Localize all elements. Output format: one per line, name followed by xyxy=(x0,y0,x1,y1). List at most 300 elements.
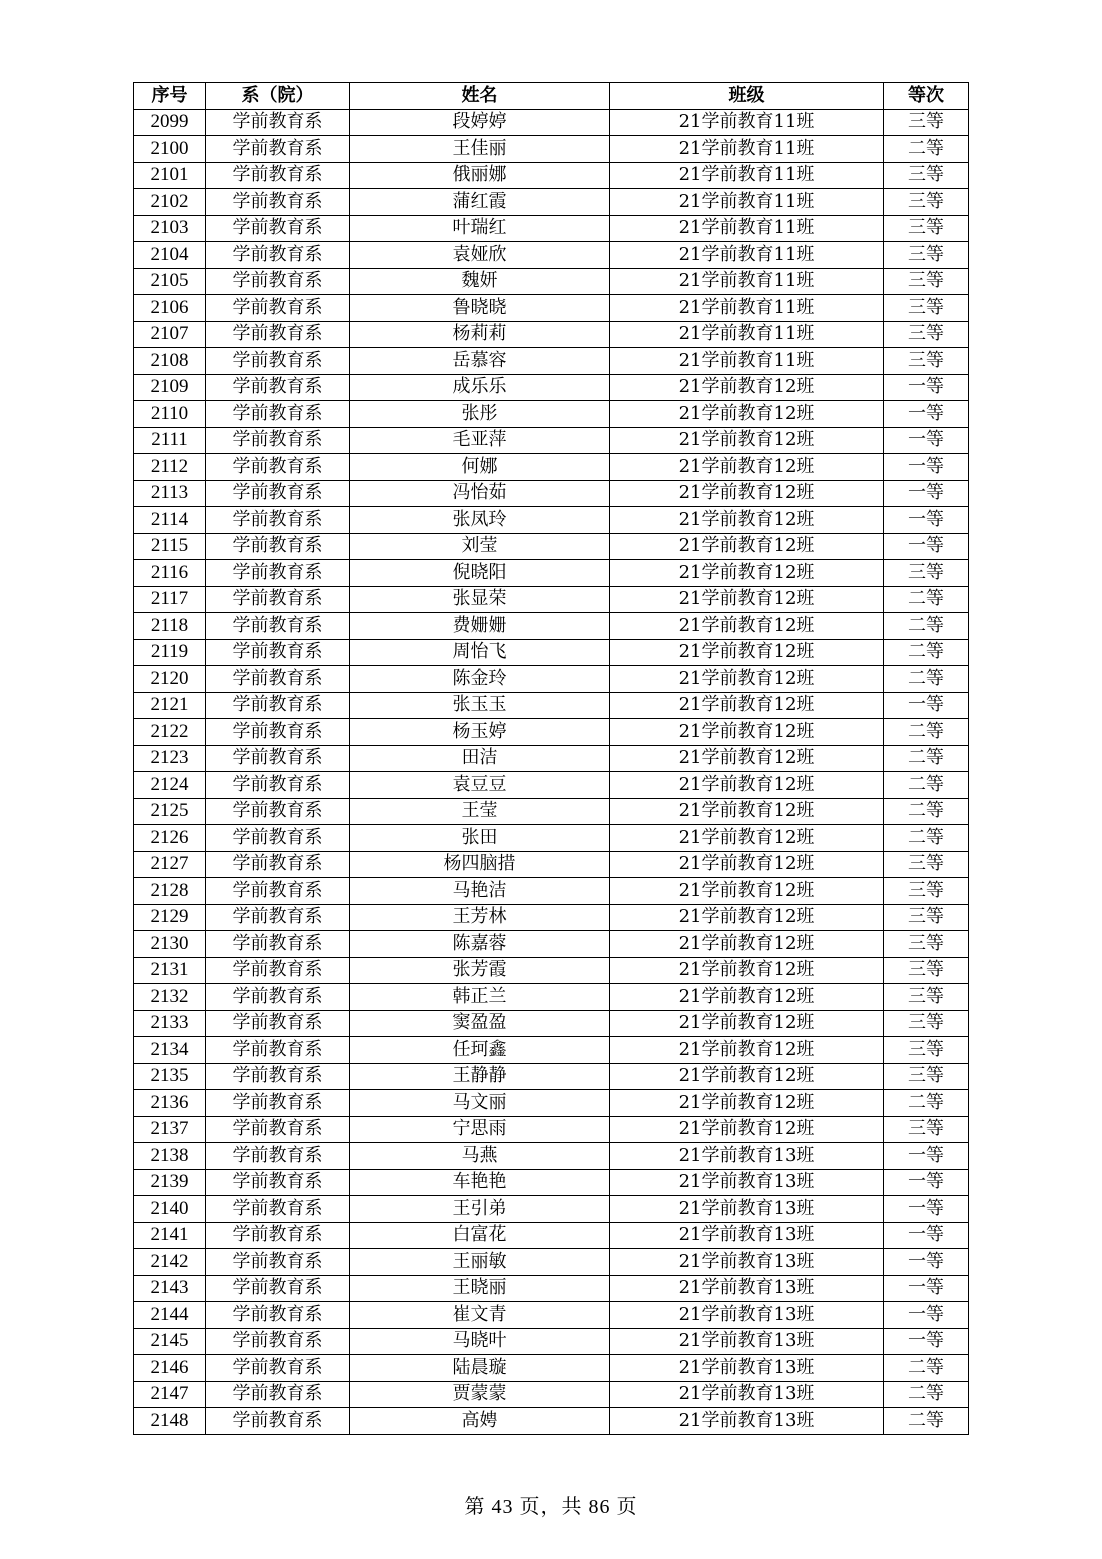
cell-department: 学前教育系 xyxy=(206,613,350,640)
table-row xyxy=(134,215,969,242)
table-row xyxy=(134,639,969,666)
cell-class: 21学前教育11班 xyxy=(610,242,884,269)
cell-department: 学前教育系 xyxy=(206,295,350,322)
cell-serial-number: 2102 xyxy=(134,189,206,216)
cell-name: 王晓丽 xyxy=(350,1275,610,1302)
cell-name: 韩正兰 xyxy=(350,984,610,1011)
table-row xyxy=(134,825,969,852)
cell-department: 学前教育系 xyxy=(206,745,350,772)
cell-name: 车艳艳 xyxy=(350,1169,610,1196)
cell-serial-number: 2106 xyxy=(134,295,206,322)
cell-department: 学前教育系 xyxy=(206,427,350,454)
cell-serial-number: 2140 xyxy=(134,1196,206,1223)
cell-name: 崔文青 xyxy=(350,1302,610,1329)
cell-department: 学前教育系 xyxy=(206,215,350,242)
cell-grade: 一等 xyxy=(884,374,969,401)
cell-class: 21学前教育12班 xyxy=(610,560,884,587)
cell-grade: 二等 xyxy=(884,1090,969,1117)
table-row xyxy=(134,268,969,295)
cell-class: 21学前教育12班 xyxy=(610,1063,884,1090)
cell-grade: 三等 xyxy=(884,1010,969,1037)
cell-serial-number: 2127 xyxy=(134,851,206,878)
cell-name: 马晓叶 xyxy=(350,1328,610,1355)
cell-department: 学前教育系 xyxy=(206,1328,350,1355)
cell-department: 学前教育系 xyxy=(206,374,350,401)
cell-name: 袁娅欣 xyxy=(350,242,610,269)
cell-name: 白富花 xyxy=(350,1222,610,1249)
cell-name: 何娜 xyxy=(350,454,610,481)
table-row xyxy=(134,1222,969,1249)
cell-serial-number: 2142 xyxy=(134,1249,206,1276)
table-row xyxy=(134,1249,969,1276)
cell-name: 张田 xyxy=(350,825,610,852)
table-row xyxy=(134,878,969,905)
cell-name: 鲁晓晓 xyxy=(350,295,610,322)
cell-grade: 一等 xyxy=(884,1249,969,1276)
cell-grade: 二等 xyxy=(884,825,969,852)
cell-grade: 一等 xyxy=(884,1169,969,1196)
cell-class: 21学前教育11班 xyxy=(610,348,884,375)
cell-grade: 三等 xyxy=(884,295,969,322)
cell-department: 学前教育系 xyxy=(206,851,350,878)
cell-department: 学前教育系 xyxy=(206,1090,350,1117)
cell-name: 张凤玲 xyxy=(350,507,610,534)
table-row xyxy=(134,1408,969,1435)
cell-name: 岳慕容 xyxy=(350,348,610,375)
cell-serial-number: 2123 xyxy=(134,745,206,772)
cell-department: 学前教育系 xyxy=(206,189,350,216)
cell-serial-number: 2111 xyxy=(134,427,206,454)
cell-department: 学前教育系 xyxy=(206,772,350,799)
table-row xyxy=(134,136,969,163)
cell-serial-number: 2122 xyxy=(134,719,206,746)
cell-class: 21学前教育11班 xyxy=(610,295,884,322)
cell-name: 张芳霞 xyxy=(350,957,610,984)
cell-name: 费姗姗 xyxy=(350,613,610,640)
cell-serial-number: 2132 xyxy=(134,984,206,1011)
cell-department: 学前教育系 xyxy=(206,639,350,666)
cell-class: 21学前教育13班 xyxy=(610,1169,884,1196)
cell-name: 蒲红霞 xyxy=(350,189,610,216)
table-row xyxy=(134,533,969,560)
cell-serial-number: 2129 xyxy=(134,904,206,931)
award-list-table xyxy=(133,82,969,1435)
cell-name: 刘莹 xyxy=(350,533,610,560)
table-row xyxy=(134,427,969,454)
cell-name: 周怡飞 xyxy=(350,639,610,666)
cell-grade: 一等 xyxy=(884,692,969,719)
cell-grade: 三等 xyxy=(884,904,969,931)
cell-grade: 二等 xyxy=(884,772,969,799)
table-row xyxy=(134,586,969,613)
table-row xyxy=(134,745,969,772)
cell-grade: 一等 xyxy=(884,427,969,454)
table-row xyxy=(134,957,969,984)
cell-serial-number: 2126 xyxy=(134,825,206,852)
cell-serial-number: 2121 xyxy=(134,692,206,719)
cell-serial-number: 2144 xyxy=(134,1302,206,1329)
cell-serial-number: 2120 xyxy=(134,666,206,693)
cell-grade: 一等 xyxy=(884,1196,969,1223)
table-row xyxy=(134,1302,969,1329)
cell-department: 学前教育系 xyxy=(206,480,350,507)
cell-serial-number: 2145 xyxy=(134,1328,206,1355)
cell-department: 学前教育系 xyxy=(206,984,350,1011)
cell-class: 21学前教育12班 xyxy=(610,878,884,905)
cell-class: 21学前教育13班 xyxy=(610,1302,884,1329)
cell-class: 21学前教育12班 xyxy=(610,427,884,454)
cell-grade: 一等 xyxy=(884,507,969,534)
cell-class: 21学前教育11班 xyxy=(610,162,884,189)
cell-grade: 一等 xyxy=(884,454,969,481)
cell-serial-number: 2134 xyxy=(134,1037,206,1064)
table-row xyxy=(134,1143,969,1170)
table-row xyxy=(134,1196,969,1223)
cell-class: 21学前教育11班 xyxy=(610,321,884,348)
table-row xyxy=(134,348,969,375)
table-row xyxy=(134,560,969,587)
header-name: 姓名 xyxy=(350,83,610,110)
table-row xyxy=(134,1116,969,1143)
cell-name: 马文丽 xyxy=(350,1090,610,1117)
cell-name: 王佳丽 xyxy=(350,136,610,163)
cell-class: 21学前教育13班 xyxy=(610,1222,884,1249)
cell-grade: 一等 xyxy=(884,401,969,428)
cell-grade: 三等 xyxy=(884,268,969,295)
cell-class: 21学前教育13班 xyxy=(610,1249,884,1276)
cell-class: 21学前教育12班 xyxy=(610,586,884,613)
cell-grade: 三等 xyxy=(884,560,969,587)
cell-name: 贾蒙蒙 xyxy=(350,1381,610,1408)
cell-grade: 三等 xyxy=(884,242,969,269)
cell-name: 毛亚萍 xyxy=(350,427,610,454)
table-row xyxy=(134,666,969,693)
cell-department: 学前教育系 xyxy=(206,878,350,905)
table-row xyxy=(134,162,969,189)
table-row xyxy=(134,1063,969,1090)
table-row xyxy=(134,1169,969,1196)
cell-grade: 一等 xyxy=(884,1222,969,1249)
cell-serial-number: 2139 xyxy=(134,1169,206,1196)
table-row xyxy=(134,109,969,136)
cell-grade: 三等 xyxy=(884,851,969,878)
cell-grade: 一等 xyxy=(884,1302,969,1329)
table-row xyxy=(134,374,969,401)
cell-department: 学前教育系 xyxy=(206,931,350,958)
cell-serial-number: 2099 xyxy=(134,109,206,136)
cell-department: 学前教育系 xyxy=(206,1408,350,1435)
cell-department: 学前教育系 xyxy=(206,904,350,931)
cell-department: 学前教育系 xyxy=(206,1249,350,1276)
cell-grade: 二等 xyxy=(884,586,969,613)
cell-class: 21学前教育13班 xyxy=(610,1275,884,1302)
cell-class: 21学前教育12班 xyxy=(610,957,884,984)
cell-class: 21学前教育11班 xyxy=(610,189,884,216)
cell-serial-number: 2131 xyxy=(134,957,206,984)
cell-serial-number: 2148 xyxy=(134,1408,206,1435)
cell-name: 马燕 xyxy=(350,1143,610,1170)
cell-grade: 三等 xyxy=(884,215,969,242)
table-row xyxy=(134,692,969,719)
cell-serial-number: 2105 xyxy=(134,268,206,295)
table-row xyxy=(134,984,969,1011)
cell-serial-number: 2110 xyxy=(134,401,206,428)
table-row xyxy=(134,242,969,269)
cell-grade: 一等 xyxy=(884,1328,969,1355)
cell-class: 21学前教育13班 xyxy=(610,1143,884,1170)
cell-name: 田洁 xyxy=(350,745,610,772)
cell-serial-number: 2137 xyxy=(134,1116,206,1143)
cell-name: 张显荣 xyxy=(350,586,610,613)
cell-name: 王丽敏 xyxy=(350,1249,610,1276)
header-class: 班级 xyxy=(610,83,884,110)
cell-class: 21学前教育12班 xyxy=(610,1090,884,1117)
cell-class: 21学前教育12班 xyxy=(610,851,884,878)
cell-grade: 二等 xyxy=(884,719,969,746)
table-row xyxy=(134,401,969,428)
cell-department: 学前教育系 xyxy=(206,401,350,428)
cell-grade: 三等 xyxy=(884,931,969,958)
cell-grade: 二等 xyxy=(884,1355,969,1382)
cell-name: 张玉玉 xyxy=(350,692,610,719)
cell-department: 学前教育系 xyxy=(206,109,350,136)
table-header-row xyxy=(134,83,969,110)
cell-grade: 二等 xyxy=(884,1408,969,1435)
cell-department: 学前教育系 xyxy=(206,507,350,534)
cell-grade: 三等 xyxy=(884,1037,969,1064)
cell-serial-number: 2125 xyxy=(134,798,206,825)
cell-name: 杨四脑措 xyxy=(350,851,610,878)
cell-department: 学前教育系 xyxy=(206,1222,350,1249)
table-row xyxy=(134,454,969,481)
cell-name: 陈嘉蓉 xyxy=(350,931,610,958)
table-row xyxy=(134,719,969,746)
cell-class: 21学前教育12班 xyxy=(610,401,884,428)
cell-serial-number: 2108 xyxy=(134,348,206,375)
cell-grade: 三等 xyxy=(884,957,969,984)
cell-department: 学前教育系 xyxy=(206,1143,350,1170)
table-row xyxy=(134,1381,969,1408)
table-row xyxy=(134,1010,969,1037)
cell-name: 杨玉婷 xyxy=(350,719,610,746)
cell-serial-number: 2143 xyxy=(134,1275,206,1302)
cell-class: 21学前教育11班 xyxy=(610,215,884,242)
cell-class: 21学前教育11班 xyxy=(610,136,884,163)
cell-serial-number: 2104 xyxy=(134,242,206,269)
cell-class: 21学前教育12班 xyxy=(610,480,884,507)
cell-class: 21学前教育12班 xyxy=(610,825,884,852)
cell-name: 魏妍 xyxy=(350,268,610,295)
cell-grade: 二等 xyxy=(884,798,969,825)
cell-serial-number: 2133 xyxy=(134,1010,206,1037)
cell-grade: 二等 xyxy=(884,136,969,163)
table-row xyxy=(134,931,969,958)
cell-class: 21学前教育12班 xyxy=(610,772,884,799)
table-row xyxy=(134,507,969,534)
cell-class: 21学前教育12班 xyxy=(610,374,884,401)
cell-serial-number: 2117 xyxy=(134,586,206,613)
cell-department: 学前教育系 xyxy=(206,692,350,719)
cell-grade: 二等 xyxy=(884,613,969,640)
cell-class: 21学前教育12班 xyxy=(610,1010,884,1037)
cell-grade: 三等 xyxy=(884,984,969,1011)
cell-grade: 三等 xyxy=(884,321,969,348)
cell-name: 王静静 xyxy=(350,1063,610,1090)
table-row xyxy=(134,1328,969,1355)
cell-department: 学前教育系 xyxy=(206,1010,350,1037)
cell-serial-number: 2124 xyxy=(134,772,206,799)
cell-department: 学前教育系 xyxy=(206,957,350,984)
cell-serial-number: 2103 xyxy=(134,215,206,242)
cell-grade: 一等 xyxy=(884,533,969,560)
cell-name: 陈金玲 xyxy=(350,666,610,693)
header-department: 系（院） xyxy=(206,83,350,110)
cell-department: 学前教育系 xyxy=(206,1169,350,1196)
cell-department: 学前教育系 xyxy=(206,162,350,189)
cell-class: 21学前教育13班 xyxy=(610,1408,884,1435)
cell-grade: 三等 xyxy=(884,189,969,216)
cell-name: 窦盈盈 xyxy=(350,1010,610,1037)
cell-grade: 一等 xyxy=(884,480,969,507)
cell-grade: 二等 xyxy=(884,639,969,666)
cell-serial-number: 2119 xyxy=(134,639,206,666)
cell-class: 21学前教育12班 xyxy=(610,984,884,1011)
header-grade: 等次 xyxy=(884,83,969,110)
cell-class: 21学前教育13班 xyxy=(610,1328,884,1355)
cell-grade: 三等 xyxy=(884,109,969,136)
table-body xyxy=(134,109,969,1434)
table-row xyxy=(134,1090,969,1117)
table-row xyxy=(134,1355,969,1382)
table-row xyxy=(134,851,969,878)
cell-grade: 一等 xyxy=(884,1143,969,1170)
cell-serial-number: 2100 xyxy=(134,136,206,163)
cell-department: 学前教育系 xyxy=(206,798,350,825)
cell-serial-number: 2112 xyxy=(134,454,206,481)
cell-serial-number: 2146 xyxy=(134,1355,206,1382)
cell-department: 学前教育系 xyxy=(206,454,350,481)
cell-name: 成乐乐 xyxy=(350,374,610,401)
table-row xyxy=(134,321,969,348)
cell-department: 学前教育系 xyxy=(206,1063,350,1090)
cell-grade: 三等 xyxy=(884,162,969,189)
cell-class: 21学前教育12班 xyxy=(610,666,884,693)
cell-name: 宁思雨 xyxy=(350,1116,610,1143)
cell-department: 学前教育系 xyxy=(206,348,350,375)
cell-serial-number: 2114 xyxy=(134,507,206,534)
cell-name: 王莹 xyxy=(350,798,610,825)
cell-class: 21学前教育12班 xyxy=(610,904,884,931)
cell-grade: 二等 xyxy=(884,1381,969,1408)
cell-department: 学前教育系 xyxy=(206,825,350,852)
cell-serial-number: 2128 xyxy=(134,878,206,905)
cell-grade: 三等 xyxy=(884,1116,969,1143)
cell-department: 学前教育系 xyxy=(206,586,350,613)
cell-serial-number: 2138 xyxy=(134,1143,206,1170)
cell-name: 叶瑞红 xyxy=(350,215,610,242)
table-row xyxy=(134,480,969,507)
cell-class: 21学前教育12班 xyxy=(610,745,884,772)
cell-name: 高娉 xyxy=(350,1408,610,1435)
cell-serial-number: 2135 xyxy=(134,1063,206,1090)
cell-department: 学前教育系 xyxy=(206,719,350,746)
cell-name: 冯怡茹 xyxy=(350,480,610,507)
cell-name: 王引弟 xyxy=(350,1196,610,1223)
cell-name: 俄丽娜 xyxy=(350,162,610,189)
table-row xyxy=(134,295,969,322)
cell-class: 21学前教育12班 xyxy=(610,613,884,640)
header-serial-number: 序号 xyxy=(134,83,206,110)
cell-serial-number: 2118 xyxy=(134,613,206,640)
cell-class: 21学前教育13班 xyxy=(610,1381,884,1408)
cell-name: 马艳洁 xyxy=(350,878,610,905)
cell-grade: 一等 xyxy=(884,1275,969,1302)
cell-serial-number: 2113 xyxy=(134,480,206,507)
cell-department: 学前教育系 xyxy=(206,242,350,269)
cell-serial-number: 2130 xyxy=(134,931,206,958)
cell-department: 学前教育系 xyxy=(206,1355,350,1382)
cell-department: 学前教育系 xyxy=(206,136,350,163)
cell-grade: 三等 xyxy=(884,348,969,375)
table-row xyxy=(134,798,969,825)
cell-department: 学前教育系 xyxy=(206,1196,350,1223)
cell-class: 21学前教育12班 xyxy=(610,692,884,719)
cell-class: 21学前教育12班 xyxy=(610,931,884,958)
cell-name: 任珂鑫 xyxy=(350,1037,610,1064)
cell-name: 段婷婷 xyxy=(350,109,610,136)
cell-class: 21学前教育11班 xyxy=(610,109,884,136)
cell-serial-number: 2107 xyxy=(134,321,206,348)
cell-serial-number: 2136 xyxy=(134,1090,206,1117)
cell-serial-number: 2116 xyxy=(134,560,206,587)
cell-name: 张彤 xyxy=(350,401,610,428)
table-row xyxy=(134,613,969,640)
table-row xyxy=(134,1275,969,1302)
cell-department: 学前教育系 xyxy=(206,1381,350,1408)
cell-class: 21学前教育12班 xyxy=(610,1037,884,1064)
cell-name: 杨莉莉 xyxy=(350,321,610,348)
table-row xyxy=(134,772,969,799)
cell-serial-number: 2141 xyxy=(134,1222,206,1249)
cell-serial-number: 2109 xyxy=(134,374,206,401)
cell-department: 学前教育系 xyxy=(206,1116,350,1143)
cell-class: 21学前教育13班 xyxy=(610,1355,884,1382)
cell-department: 学前教育系 xyxy=(206,321,350,348)
cell-department: 学前教育系 xyxy=(206,1275,350,1302)
cell-class: 21学前教育12班 xyxy=(610,533,884,560)
cell-department: 学前教育系 xyxy=(206,533,350,560)
cell-department: 学前教育系 xyxy=(206,268,350,295)
cell-serial-number: 2115 xyxy=(134,533,206,560)
cell-serial-number: 2101 xyxy=(134,162,206,189)
cell-name: 王芳林 xyxy=(350,904,610,931)
cell-department: 学前教育系 xyxy=(206,666,350,693)
cell-grade: 三等 xyxy=(884,1063,969,1090)
cell-grade: 二等 xyxy=(884,666,969,693)
cell-class: 21学前教育12班 xyxy=(610,798,884,825)
table-row xyxy=(134,189,969,216)
cell-grade: 二等 xyxy=(884,745,969,772)
cell-department: 学前教育系 xyxy=(206,1037,350,1064)
cell-class: 21学前教育12班 xyxy=(610,639,884,666)
cell-class: 21学前教育12班 xyxy=(610,507,884,534)
cell-department: 学前教育系 xyxy=(206,1302,350,1329)
cell-name: 陆晨璇 xyxy=(350,1355,610,1382)
table-row xyxy=(134,904,969,931)
cell-class: 21学前教育11班 xyxy=(610,268,884,295)
cell-serial-number: 2147 xyxy=(134,1381,206,1408)
cell-grade: 三等 xyxy=(884,878,969,905)
